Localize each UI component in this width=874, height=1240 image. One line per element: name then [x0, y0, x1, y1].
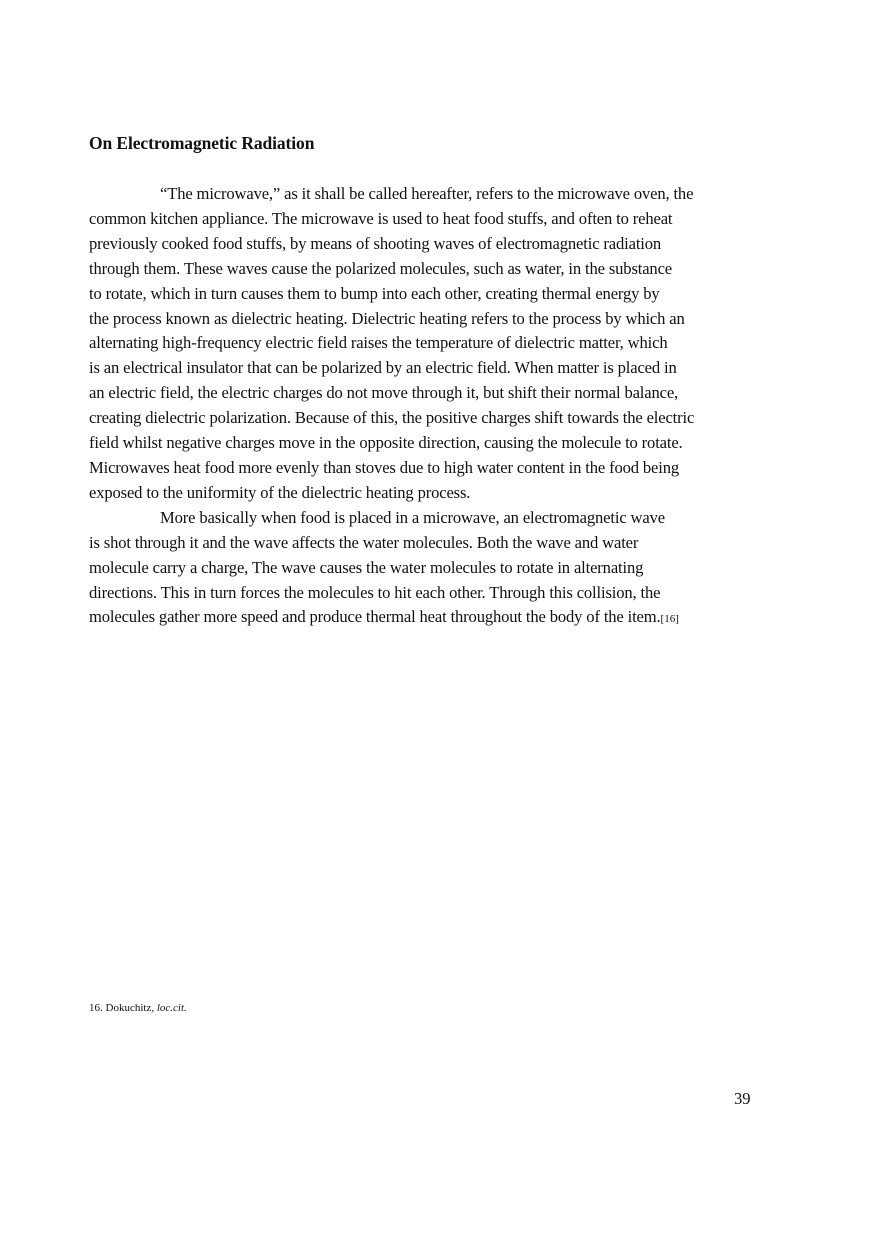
paragraph-line: through them. These waves cause the polarized molecules, such as water, in the substance — [89, 258, 673, 278]
paragraph-line: alternating high-frequency electric field raises the temperature of dielectric matter, which — [89, 333, 668, 353]
section-heading: On Electromagnetic Radiation — [89, 133, 315, 153]
paragraph-line-text: molecules gather more speed and produce thermal heat throughout the body of the item. — [89, 607, 661, 627]
paragraph-line: Microwaves heat food more evenly than stoves due to high water content in the food being — [89, 457, 680, 477]
paragraph-line: “The microwave,” as it shall be called hereafter, refers to the microwave oven, the — [160, 184, 694, 203]
paragraph-line: is shot through it and the wave affects the water molecules. Both the wave and water — [89, 532, 639, 552]
paragraph-line: creating dielectric polarization. Because of this, the positive charges shift towards the electric — [89, 408, 695, 428]
footnote — [89, 1002, 187, 1014]
paragraph-line-last — [89, 605, 757, 632]
body-text — [89, 182, 757, 632]
footnote-citation: [16] — [660, 613, 679, 626]
paragraph-line: to rotate, which in turn causes them to bump into each other, creating thermal energy by — [89, 283, 660, 303]
paragraph-line: field whilst negative charges move in the opposite direction, causing the molecule to rotate. — [89, 433, 683, 453]
paragraph-line: molecule carry a charge, The wave causes the water molecules to rotate in alternating — [89, 557, 644, 577]
paragraph-line: common kitchen appliance. The microwave is used to heat food stuffs, and often to reheat — [89, 208, 673, 228]
paragraph-2 — [89, 506, 757, 633]
paragraph-line: previously cooked food stuffs, by means of shooting waves of electromagnetic radiation — [89, 233, 662, 253]
paragraph-line: More basically when food is placed in a microwave, an electromagnetic wave — [160, 507, 665, 527]
footnote-text: 16. Dokuchitz, — [89, 1002, 157, 1014]
paragraph-1 — [89, 182, 757, 506]
footnote-italic: loc.cit. — [156, 1002, 187, 1014]
paragraph-line: an electric field, the electric charges do not move through it, but shift their normal balance, — [89, 383, 679, 403]
paragraph-line: directions. This in turn forces the molecules to hit each other. Through this collision, the — [89, 582, 661, 602]
paragraph-line: is an electrical insulator that can be polarized by an electric field. When matter is placed in — [89, 358, 677, 378]
paragraph-line: the process known as dielectric heating. Dielectric heating refers to the process by which an — [89, 308, 685, 328]
page-number: 39 — [734, 1089, 751, 1108]
paragraph-line: exposed to the uniformity of the dielectric heating process. — [89, 482, 471, 502]
